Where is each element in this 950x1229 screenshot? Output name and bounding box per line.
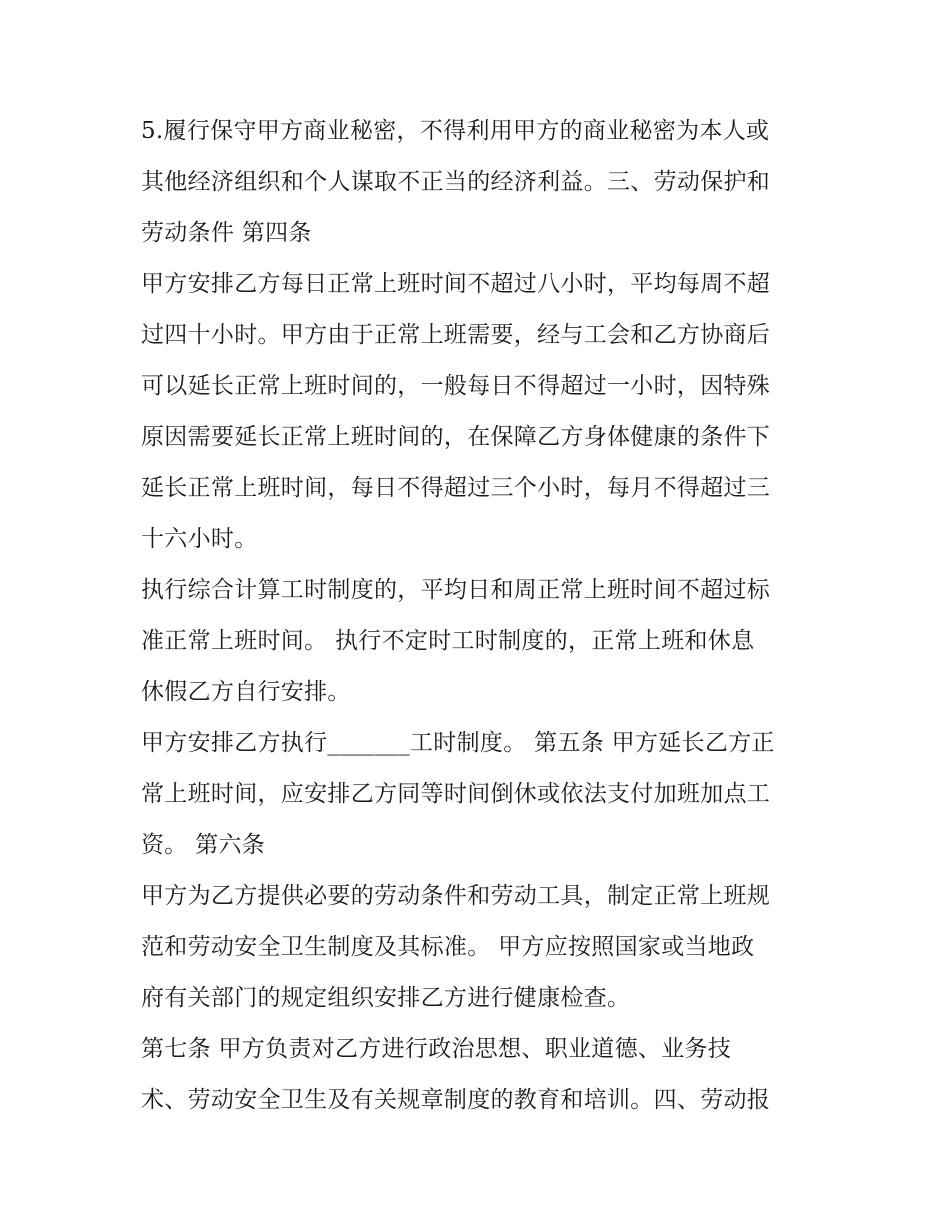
text-line: 过四十小时。甲方由于正常上班需要，经与工会和乙方协商后 bbox=[141, 322, 771, 348]
text-line: 甲方安排乙方每日正常上班时间不超过八小时，平均每周不超 bbox=[141, 271, 771, 297]
text-line: 术、劳动安全卫生及有关规章制度的教育和培训。四、劳动报 bbox=[141, 1087, 771, 1113]
text-line: 原因需要延长正常上班时间的，在保障乙方身体健康的条件下 bbox=[141, 424, 771, 450]
text-line: 执行综合计算工时制度的，平均日和周正常上班时间不超过标 bbox=[141, 577, 771, 603]
text-line: 范和劳动安全卫生制度及其标准。 甲方应按照国家或当地政 bbox=[141, 934, 755, 960]
text-line: 甲方为乙方提供必要的劳动条件和劳动工具，制定正常上班规 bbox=[141, 883, 771, 909]
text-line: 常上班时间，应安排乙方同等时间倒休或依法支付加班加点工 bbox=[141, 781, 771, 807]
text-line: 府有关部门的规定组织安排乙方进行健康检查。 bbox=[141, 985, 631, 1011]
text-line: 延长正常上班时间，每日不得超过三个小时，每月不得超过三 bbox=[141, 475, 771, 501]
text-line: 其他经济组织和个人谋取不正当的经济利益。三、劳动保护和 bbox=[141, 169, 771, 195]
text-line: 可以延长正常上班时间的，一般每日不得超过一小时，因特殊 bbox=[141, 373, 771, 399]
text-line: 第七条 甲方负责对乙方进行政治思想、职业道德、业务技 bbox=[141, 1036, 732, 1062]
text-line: 休假乙方自行安排。 bbox=[141, 679, 351, 705]
document-body bbox=[141, 106, 821, 1126]
text-line: 5.履行保守甲方商业秘密，不得利用甲方的商业秘密为本人或 bbox=[141, 118, 770, 144]
text-line: 十六小时。 bbox=[141, 526, 258, 552]
text-line: 劳动条件 第四条 bbox=[141, 220, 312, 246]
text-line: 资。 第六条 bbox=[141, 832, 266, 858]
text-line: 准正常上班时间。 执行不定时工时制度的，正常上班和休息 bbox=[141, 628, 755, 654]
text-line: 甲方安排乙方执行_______工时制度。 第五条 甲方延长乙方正 bbox=[141, 730, 775, 756]
